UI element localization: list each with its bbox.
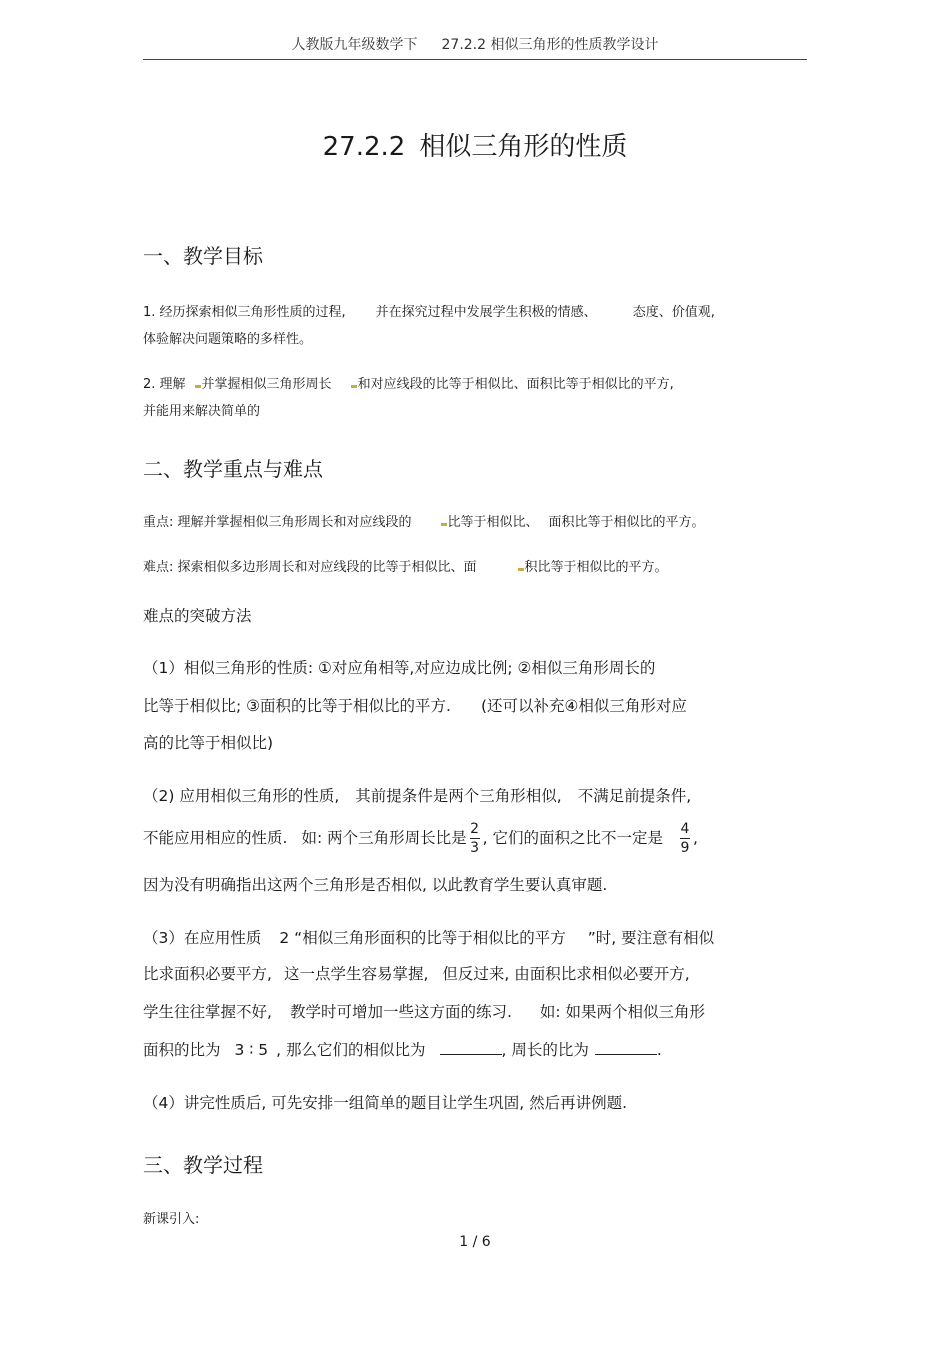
highlight-mark — [351, 385, 357, 388]
new-lesson-intro: 新课引入: — [143, 1212, 200, 1227]
method-3-part-g: 学生往往掌握不好, — [143, 1003, 272, 1021]
method-3-part-k: , 那么它们的相似比为 — [276, 1041, 426, 1059]
method-title: 难点的突破方法 — [143, 607, 252, 625]
section-heading-goals: 一、教学目标 — [143, 244, 263, 268]
goal-2-part-a: 2. 理解 — [143, 377, 186, 392]
fraction-denominator: 9 — [680, 840, 690, 856]
method-3-part-f: 但反过来, 由面积比求相似必要开方, — [442, 965, 690, 983]
method-3-part-l: , 周长的比为 — [501, 1041, 589, 1059]
method-3-part-b: 2 “相似三角形面积的比等于相似比的平方 — [279, 929, 566, 947]
document-title — [0, 126, 950, 163]
method-2-part-f: , 它们的面积之比不一定是 — [482, 829, 663, 847]
key-point-part-a: 重点: 理解并掌握相似三角形周长和对应线段的 — [143, 515, 412, 530]
method-1-line-3: 高的比等于相似比) — [143, 734, 274, 752]
method-1-part-a: 比等于相似比; ③面积的比等于相似比的平方. — [143, 697, 451, 715]
method-3-line-1 — [143, 926, 714, 948]
difficulty-part-b: 积比等于相似比的平方。 — [524, 560, 668, 575]
goal-2-line-2: 并能用来解决简单的 — [143, 404, 261, 419]
area-ratio: 3 ∶ 5 — [234, 1041, 269, 1059]
header-lesson: 27.2.2 相似三角形的性质教学设计 — [441, 37, 659, 53]
method-2-part-d: 不能应用相应的性质. — [143, 829, 288, 847]
method-3-part-e: 这一点学生容易掌握, — [283, 965, 429, 983]
method-3-part-j: 面积的比为 — [143, 1041, 221, 1059]
goal-1-part-c: 态度、价值观, — [632, 305, 715, 320]
title-number: 27.2.2 — [322, 132, 406, 162]
method-3-line-3 — [143, 1000, 705, 1022]
method-3-line-4 — [143, 1038, 662, 1060]
title-text: 相似三角形的性质 — [419, 132, 628, 162]
method-2-part-e: 如: 两个三角形周长比是 — [301, 829, 467, 847]
method-2-part-a: （2) 应用相似三角形的性质, — [143, 787, 340, 805]
method-2-line-2 — [143, 818, 698, 858]
method-3-part-d: 比求面积必要平方, — [143, 965, 272, 983]
method-3-part-c: ”时, 要注意有相似 — [587, 929, 715, 947]
method-2-part-b: 其前提条件是两个三角形相似, — [355, 787, 562, 805]
highlight-mark — [195, 385, 201, 388]
highlight-mark — [518, 568, 524, 571]
method-3-part-m: . — [656, 1041, 662, 1059]
fraction-numerator: 4 — [680, 821, 690, 837]
goal-2-part-c: 和对应线段的比等于相似比、面积比等于相似比的平方, — [357, 377, 674, 392]
method-2-line-3: 因为没有明确指出这两个三角形是否相似, 以此教育学生要认真审题. — [143, 876, 608, 894]
difficulty-part-a: 难点: 探索相似多边形周长和对应线段的比等于相似比、面 — [143, 560, 477, 575]
key-point-line — [143, 511, 705, 530]
section-heading-process: 三、教学过程 — [143, 1153, 263, 1177]
method-3-line-2 — [143, 962, 690, 984]
header-divider — [143, 59, 807, 60]
method-4-line: （4）讲完性质后, 可先安排一组简单的题目让学生巩固, 然后再讲例题. — [143, 1094, 627, 1112]
section-heading-key-points: 二、教学重点与难点 — [143, 457, 323, 481]
key-point-part-b: 比等于相似比、 — [447, 515, 539, 530]
method-1-line-2 — [143, 694, 687, 716]
fraction-numerator: 2 — [470, 821, 480, 837]
goal-2-part-b: 并掌握相似三角形周长 — [201, 377, 332, 392]
page-header — [0, 34, 950, 54]
goal-1-part-a: 1. 经历探索相似三角形性质的过程, — [143, 305, 346, 320]
highlight-mark — [441, 523, 447, 526]
method-3-part-a: （3）在应用性质 — [143, 929, 262, 947]
goal-1-part-b: 并在探究过程中发展学生积极的情感、 — [375, 305, 597, 320]
method-3-part-i: 如: 如果两个相似三角形 — [539, 1003, 706, 1021]
goal-1-line-1 — [143, 301, 715, 320]
difficulty-line — [143, 556, 668, 575]
fraction-two-thirds — [470, 820, 480, 857]
page-number: 1 / 6 — [459, 1234, 491, 1250]
fraction-four-ninths — [680, 820, 690, 857]
method-2-line-1 — [143, 784, 691, 806]
key-point-part-c: 面积比等于相似比的平方。 — [548, 515, 705, 530]
fraction-denominator: 3 — [470, 840, 480, 856]
header-book: 人教版九年级数学下 — [291, 37, 418, 53]
answer-blank-similarity-ratio[interactable] — [440, 1040, 502, 1055]
method-2-part-c: 不满足前提条件, — [577, 787, 692, 805]
method-2-part-g: , — [692, 829, 698, 847]
goal-1-line-2: 体验解决问题策略的多样性。 — [143, 332, 313, 347]
method-1-line-1: （1）相似三角形的性质: ①对应角相等,对应边成比例; ②相似三角形周长的 — [143, 659, 656, 677]
goal-2-line-1 — [143, 373, 674, 392]
method-3-part-h: 教学时可增加一些这方面的练习. — [289, 1003, 512, 1021]
method-1-part-b: (还可以补充④相似三角形对应 — [480, 697, 687, 715]
answer-blank-perimeter-ratio[interactable] — [595, 1040, 657, 1055]
